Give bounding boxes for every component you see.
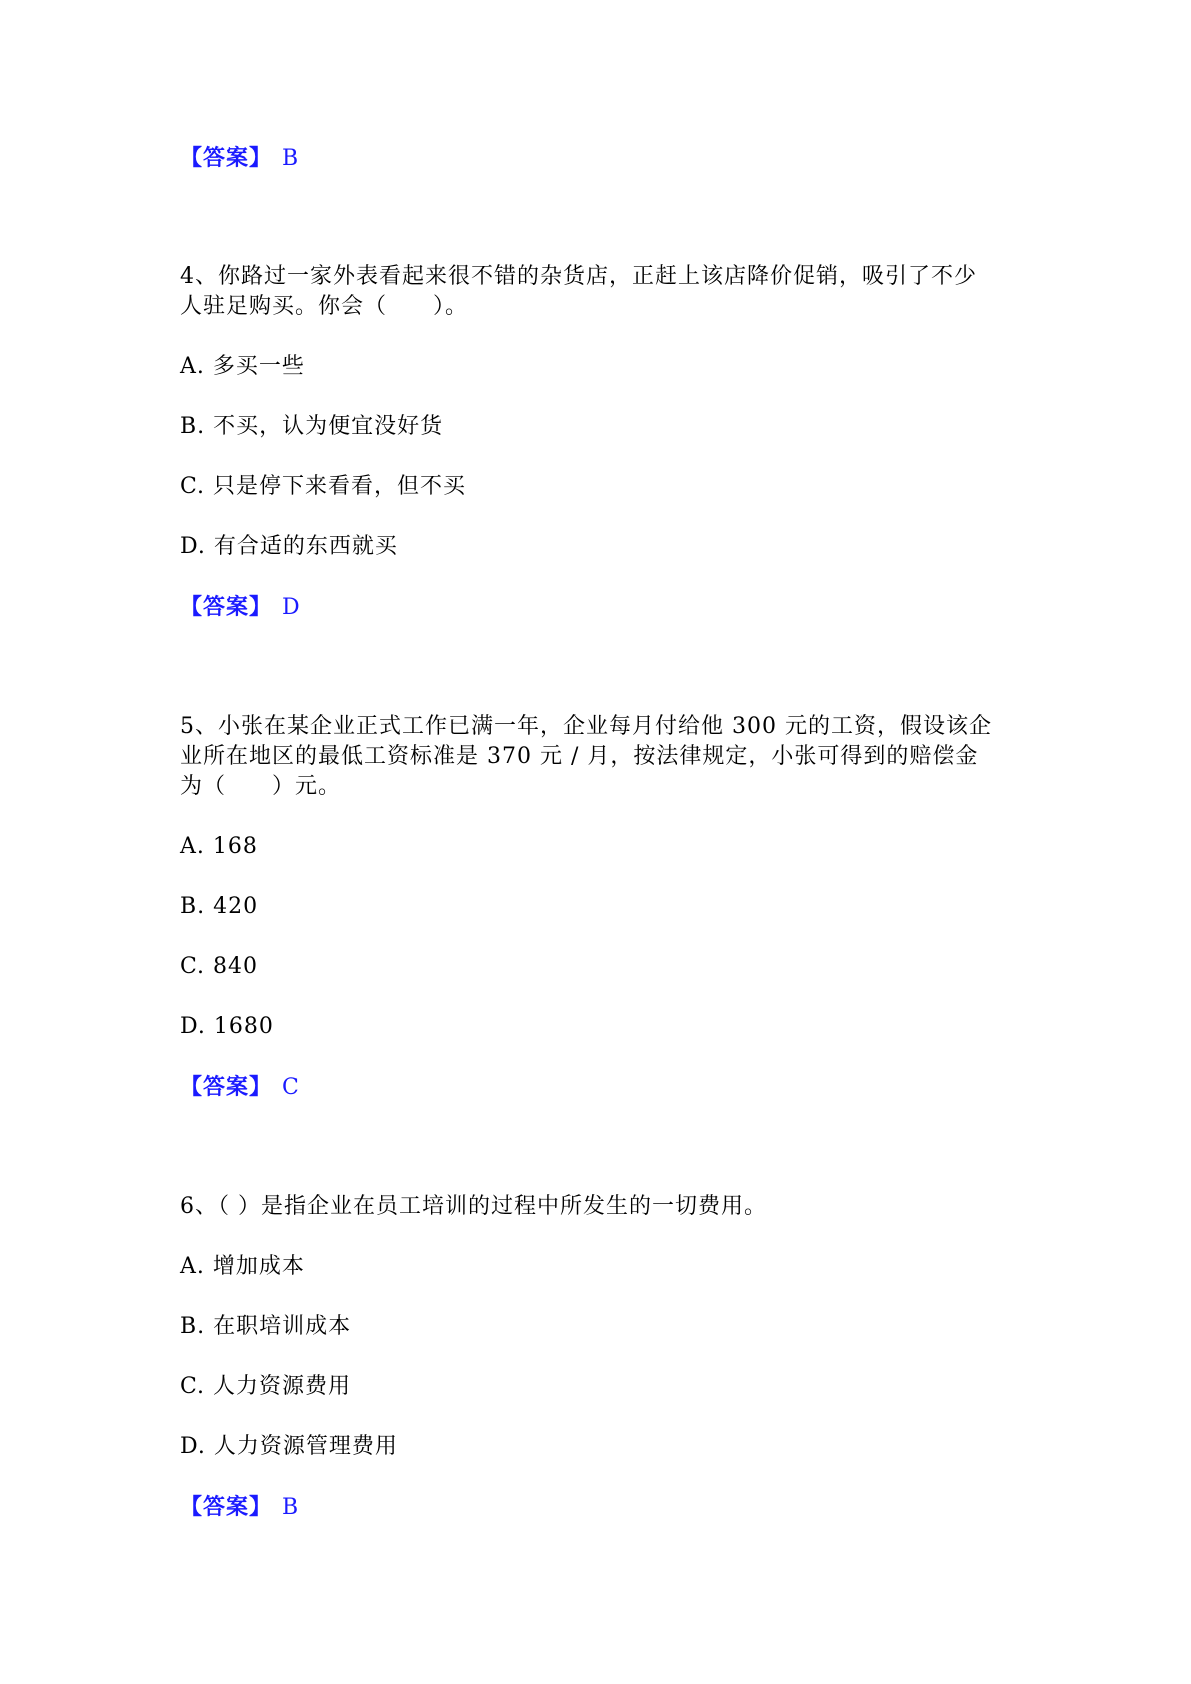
question-5-stem-line-3: 为（ ）元。: [180, 774, 342, 799]
question-6-option-a: A. 增加成本: [180, 1254, 305, 1279]
answer-label: 【答案】: [180, 1074, 273, 1100]
answer-value: B: [282, 1495, 300, 1520]
answer-label: 【答案】: [180, 1494, 273, 1520]
answer-value: B: [282, 146, 300, 171]
answer-row: [180, 143, 299, 174]
answer-row: [180, 1072, 300, 1103]
answer-row: [180, 1492, 299, 1523]
answer-label: 【答案】: [180, 145, 273, 171]
question-4-option-b: B. 不买，认为便宜没好货: [180, 414, 444, 439]
question-6-option-b: B. 在职培训成本: [180, 1314, 352, 1339]
question-5-option-d: D. 1680: [180, 1014, 274, 1039]
question-5-option-b: B. 420: [180, 894, 259, 919]
question-4-option-c: C. 只是停下来看看，但不买: [180, 474, 467, 499]
answer-value: C: [282, 1075, 300, 1100]
question-6-option-d: D. 人力资源管理费用: [180, 1434, 398, 1459]
question-5-stem-line-2: 业所在地区的最低工资标准是 370 元 / 月，按法律规定，小张可得到的赔偿金: [180, 744, 979, 769]
question-5-stem-line-1: 5、小张在某企业正式工作已满一年，企业每月付给他 300 元的工资，假设该企: [180, 714, 992, 739]
answer-label: 【答案】: [180, 594, 273, 620]
question-4-option-d: D. 有合适的东西就买: [180, 534, 398, 559]
question-4-stem-line-2: 人驻足购买。你会（ ）。: [180, 294, 469, 319]
answer-row: [180, 592, 301, 623]
question-6-option-c: C. 人力资源费用: [180, 1374, 352, 1399]
question-5-option-a: A. 168: [180, 834, 258, 859]
question-6-stem-line-1: 6、（ ）是指企业在员工培训的过程中所发生的一切费用。: [180, 1194, 767, 1219]
question-4-option-a: A. 多买一些: [180, 354, 305, 379]
question-4-stem-line-1: 4、你路过一家外表看起来很不错的杂货店，正赶上该店降价促销，吸引了不少: [180, 264, 977, 289]
question-5-option-c: C. 840: [180, 954, 259, 979]
answer-value: D: [282, 595, 301, 620]
